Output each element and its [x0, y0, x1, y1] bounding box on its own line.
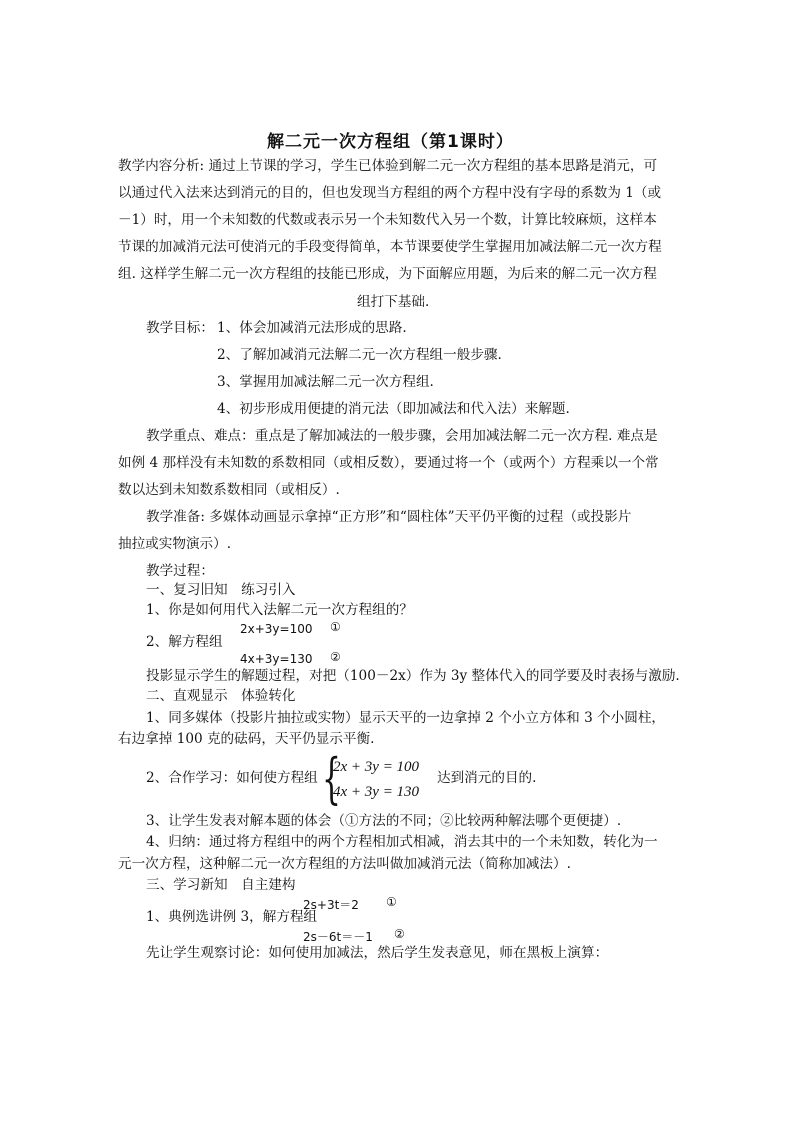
analysis-line-3: －1）时，用一个未知数的代数或表示另一个未知数代入另一个数，计算比较麻烦，这样本	[118, 212, 657, 228]
example-equation-2-mark: ②	[394, 927, 405, 941]
left-brace: {	[322, 747, 341, 810]
equation-1-mark: ①	[330, 620, 341, 634]
analysis-line-2: 以通过代入法来达到消元的目的，但也发现当方程组的两个方程中没有字母的系数为 1（或	[118, 185, 662, 201]
process-label: 教学过程：	[146, 563, 214, 579]
section-2-paragraph-1-line-2: 右边拿掉 100 克的砝码，天平仍显示平衡.	[118, 731, 375, 747]
example-equation-2: 2s－6t＝－1	[303, 930, 373, 944]
analysis-line-5: 组. 这样学生解二元一次方程组的技能已形成，为下面解应用题，为后来的解二元一次方程	[118, 266, 657, 282]
analysis-line-1: 教学内容分析: 通过上节课的学习，学生已体验到解二元一次方程组的基本思路是消元，可	[118, 158, 658, 174]
example-equation-1-mark: ①	[386, 895, 397, 909]
system-equation-1: 2x + 3y = 100	[333, 759, 420, 775]
section-2-title: 二、直观显示 体验转化	[146, 688, 296, 704]
objectives-label: 教学目标：	[146, 320, 214, 336]
equation-2: 4x+3y=130	[240, 652, 313, 666]
section-1-note: 投影显示学生的解题过程，对把（100－2x）作为 3y 整体代入的同学要及时表扬与激励.	[146, 668, 680, 684]
preparation-line-1: 教学准备: 多媒体动画显示拿掉“正方形”和“圆柱体”天平仍平衡的过程（或投影片	[146, 509, 632, 525]
page-title: 解二元一次方程组（第1课时）	[267, 132, 514, 152]
system-equation-2: 4x + 3y = 130	[333, 784, 420, 800]
equation-2-mark: ②	[330, 650, 341, 664]
objective-item-4: 4、初步形成用便捷的消元法（即加减法和代入法）来解题.	[217, 401, 570, 417]
analysis-line-4: 节课的加减消元法可使消元的手段变得简单，本节课要使学生掌握用加减法解二元一次方程	[118, 239, 662, 255]
objective-item-1: 1、体会加减消元法形成的思路.	[217, 320, 407, 336]
section-2-paragraph-2-prefix: 2、合作学习：如何使方程组	[146, 770, 318, 786]
section-3-note: 先让学生观察讨论：如何使用加减法，然后学生发表意见，师在黑板上演算：	[146, 945, 609, 961]
section-2-paragraph-3: 3、让学生发表对解本题的体会（①方法的不同；②比较两种解法哪个更便捷）.	[146, 813, 622, 829]
objective-item-2: 2、了解加减消元法解二元一次方程组一般步骤.	[217, 347, 502, 363]
objective-item-3: 3、掌握用加减法解二元一次方程组.	[217, 374, 434, 390]
keypoints-line-2: 如例 4 那样没有未知数的系数相同（或相反数），要通过将一个（或两个）方程乘以一个常	[118, 455, 659, 471]
section-2-paragraph-4-line-1: 4、归纳：通过将方程组中的两个方程相加式相减，消去其中的一个未知数，转化为一	[146, 834, 658, 850]
section-3-title: 三、学习新知 自主建构	[146, 877, 296, 893]
preparation-line-2: 抽拉或实物演示）.	[118, 536, 232, 552]
section-1-title: 一、复习旧知 练习引入	[146, 582, 296, 598]
section-1-question-1: 1、你是如何用代入法解二元一次方程组的？	[146, 602, 413, 618]
section-1-question-2: 2、解方程组	[146, 634, 223, 650]
equation-1: 2x+3y=100	[240, 622, 313, 636]
keypoints-line-3: 数以达到未知数系数相同（或相反）.	[118, 482, 340, 498]
keypoints-line-1: 教学重点、难点：重点是了解加减法的一般步骤，会用加减法解二元一次方程. 难点是	[146, 428, 658, 444]
section-2-paragraph-4-line-2: 元一次方程，这种解二元一次方程组的方法叫做加减消元法（简称加减法）.	[118, 856, 571, 872]
section-2-paragraph-2-suffix: 达到消元的目的.	[437, 770, 537, 786]
section-2-paragraph-1-line-1: 1、同多媒体（投影片抽拉或实物）显示天平的一边拿掉 2 个小立方体和 3 个小圆柱，	[146, 710, 666, 726]
analysis-line-6: 组打下基础.	[357, 294, 430, 310]
example-equation-1: 2s+3t＝2	[303, 898, 359, 912]
section-3-question-1: 1、典例选讲例 3，解方程组	[146, 909, 318, 925]
